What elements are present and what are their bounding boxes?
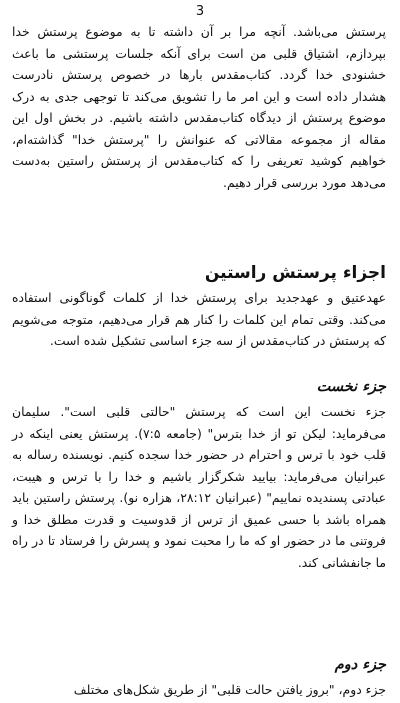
components-paragraph: عهدعتیق و عهدجدید برای پرستش خدا از کلمات گوناگونی استفاده می‌کند. وقتی تمام این کلمات را کنار هم قرار می‌دهیم، متوجه می‌شویم که پرستش در کتاب‌مقدس از سه جزء اساسی تشکیل شده است.: [12, 290, 386, 348]
first-part-paragraph: جزء نخست این است که پرستش "حالتی قلبی است". سلیمان می‌فرماید: لیکن تو از خدا بترس" (جامعه ۷:۵). پرستش یعنی اینکه در قلب خود با ترس و احترام در حضور خدا سجده کنیم. نویسنده رساله به عبرانیان می‌فرماید: بیایید شکرگزار باشیم و خدا را با ترس و هیبت، عبادتی پسندیده نماییم" (عبرانیان ۲۸:۱۲، هزاره نو). پرستش راستین باید همراه باشد با حسی عمیق از ترس از قدوسیت و قدرت مطلق خدا و فروتنی ما در حضور او که ما را محبت نمود و پسرش را فرستاد تا در راه ما جانفشانی کند.: [12, 404, 386, 570]
subheading-first-part: جزء نخست: [316, 379, 386, 395]
subheading-second-part: جزء دوم: [334, 657, 386, 673]
intro-paragraph: پرستش می‌باشد. آنچه مرا بر آن داشته تا به موضوع پرستش خدا بپردازم، اشتیاق قلبی من است برای آنکه جلسات پرستشی ما باعث خشنودی خدا گردد. کتاب‌مقدس بارها در خصوص پرستش نادرست هشدار داده است و این امر ما را تشویق می‌کند تا توجهی جدی به درک موضوع پرستش از دیدگاه کتاب‌مقدس داشته باشیم. در بخش اول این مقاله از مجموعه مقالاتی که عنوانش را "پرستش خدا" گذاشته‌ام، خواهیم کوشید تعریفی را که کتاب‌مقدس از پرستش راستین به‌دست می‌دهد مورد بررسی قرار دهیم.: [12, 24, 386, 190]
second-part-paragraph: جزء دوم، "بروز یافتن حالت قلبی" از طریق شکل‌های مختلف: [73, 682, 386, 697]
section-heading: اجزاء پرستش راستین: [204, 263, 386, 283]
page-number: 3: [195, 4, 205, 19]
